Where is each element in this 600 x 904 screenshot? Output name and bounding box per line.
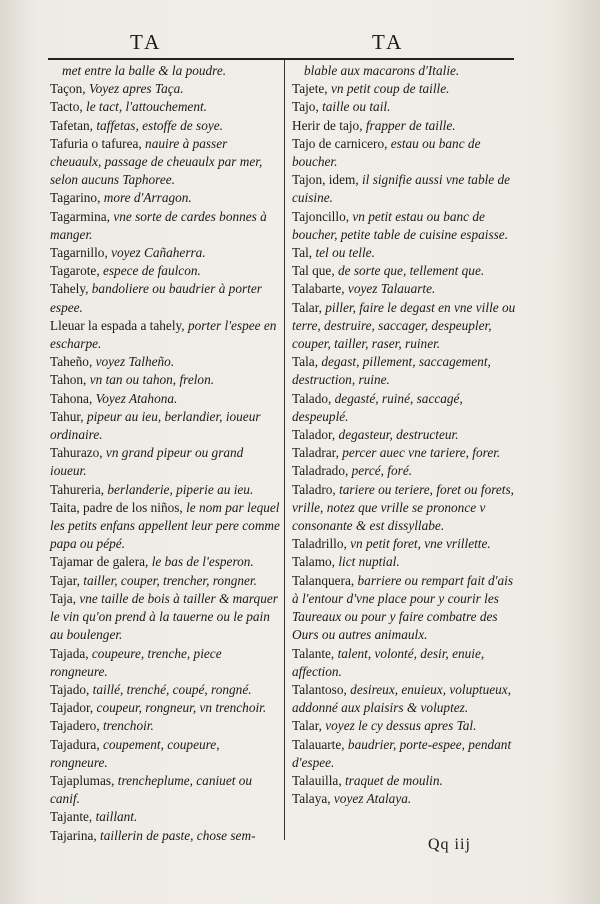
entry-headword: Tajo de carnicero, bbox=[292, 135, 388, 151]
dictionary-entry bbox=[50, 444, 280, 480]
entry-definition: blable aux macarons d'Italie. bbox=[304, 63, 460, 78]
entry-definition: barriere ou rempart fait d'ais à l'entour d'vne place pour y courir les Taureaux ou pour y faire combatre des Ours ou autres animaulx. bbox=[292, 572, 514, 643]
dictionary-entry bbox=[292, 645, 518, 681]
dictionary-entry bbox=[50, 772, 280, 808]
entry-headword: Talado, bbox=[292, 390, 332, 406]
dictionary-entry bbox=[50, 208, 280, 244]
entry-definition: lict nuptial. bbox=[335, 554, 400, 570]
entry-headword: Tajadero, bbox=[50, 718, 100, 734]
entry-headword: Tajete, bbox=[292, 81, 328, 97]
entry-headword: Tajante, bbox=[50, 809, 93, 825]
dictionary-entry bbox=[292, 135, 518, 171]
entry-headword: Tajador, bbox=[50, 700, 94, 716]
right-column bbox=[292, 62, 518, 808]
entry-headword: Tala, bbox=[292, 354, 319, 370]
entry-definition: espece de faulcon. bbox=[99, 263, 201, 279]
dictionary-entry bbox=[50, 262, 280, 280]
entry-definition: more d'Arragon. bbox=[100, 190, 192, 206]
dictionary-entry bbox=[50, 590, 280, 645]
dictionary-entry bbox=[292, 717, 518, 735]
entry-headword: Tahurazo, bbox=[50, 445, 103, 461]
dictionary-entry bbox=[50, 681, 280, 699]
dictionary-entry bbox=[292, 80, 518, 98]
dictionary-entry bbox=[292, 572, 518, 645]
entry-headword: Talar, bbox=[292, 718, 322, 734]
dictionary-entry bbox=[292, 535, 518, 553]
dictionary-entry bbox=[50, 499, 280, 554]
entry-definition: le tact, l'attouchement. bbox=[82, 99, 207, 115]
entry-headword: Talantoso, bbox=[292, 681, 347, 697]
entry-headword: Tajon, idem, bbox=[292, 172, 359, 188]
entry-headword: Tagarnillo, bbox=[50, 245, 108, 261]
entry-headword: Tacto, bbox=[50, 99, 83, 115]
entry-headword: Taladrar, bbox=[292, 445, 339, 461]
entry-headword: Tagarino, bbox=[50, 190, 101, 206]
entry-headword: Tajado, bbox=[50, 681, 90, 697]
entry-definition: berlanderie, piperie au ieu. bbox=[104, 481, 254, 497]
dictionary-entry bbox=[50, 481, 280, 499]
dictionary-entry bbox=[292, 117, 518, 135]
entry-definition: bandoliere ou baudrier à porter espee. bbox=[50, 281, 262, 315]
entry-definition: porter l'espee en escharpe. bbox=[50, 317, 277, 352]
running-header bbox=[0, 30, 600, 58]
entry-headword: Talanquera, bbox=[292, 572, 355, 588]
entry-definition: voyez Cañaherra. bbox=[107, 245, 206, 261]
entry-definition: vn petit coup de taille. bbox=[327, 81, 450, 97]
entry-headword: Talante, bbox=[292, 645, 335, 661]
dictionary-entry bbox=[292, 353, 518, 389]
entry-headword: Tafuria o tafurea, bbox=[50, 135, 142, 151]
dictionary-entry bbox=[50, 317, 280, 353]
entry-headword: Taladrillo, bbox=[292, 536, 347, 552]
entry-headword: Tajamar de galera, bbox=[50, 554, 149, 570]
header-right: TA bbox=[372, 30, 405, 54]
entry-definition: vn petit estau ou banc de boucher, petite table de cuisine espaisse. bbox=[292, 208, 509, 242]
entry-headword: Herir de tajo, bbox=[292, 117, 363, 133]
dictionary-entry bbox=[50, 408, 280, 444]
entry-definition: Voyez apres Taça. bbox=[85, 81, 184, 97]
entry-headword: Tajo, bbox=[292, 99, 319, 115]
entry-definition: coupeure, trenche, piece rongneure. bbox=[50, 645, 222, 679]
dictionary-entry bbox=[292, 444, 518, 462]
dictionary-entry bbox=[50, 189, 280, 207]
entry-definition: vne taille de bois à tailler & marquer le vin qu'on prend à la tauerne ou le pain au boulenger. bbox=[50, 590, 278, 643]
entry-headword: Lleuar la espada a tahely, bbox=[50, 317, 185, 333]
dictionary-entry bbox=[50, 62, 280, 80]
entry-definition: taille ou tail. bbox=[318, 99, 391, 115]
entry-definition: tel ou telle. bbox=[312, 245, 375, 261]
entry-definition: tariere ou teriere, foret ou forets, vrille, notez que vrille se prononce v consonante & est dissyllabe. bbox=[292, 481, 514, 534]
dictionary-entry bbox=[50, 553, 280, 571]
dictionary-entry bbox=[292, 681, 518, 717]
entry-definition: degasté, ruiné, saccagé, despeuplé. bbox=[292, 390, 463, 424]
entry-definition: voyez le cy dessus apres Tal. bbox=[321, 718, 477, 734]
header-left: TA bbox=[130, 30, 163, 54]
entry-definition: le nom par lequel les petits enfans appellent leur pere comme papa ou pépé. bbox=[50, 499, 280, 552]
entry-headword: Taladrado, bbox=[292, 463, 349, 479]
entry-definition: pipeur au ieu, berlandier, ioueur ordinaire. bbox=[50, 408, 261, 443]
dictionary-entry bbox=[50, 717, 280, 735]
dictionary-entry bbox=[292, 262, 518, 280]
entry-definition: degast, pillement, saccagement, destruction, ruine. bbox=[292, 354, 491, 388]
entry-definition: percer auec vne tariere, forer. bbox=[338, 445, 501, 461]
dictionary-entry bbox=[50, 80, 280, 98]
entry-headword: Tagarote, bbox=[50, 263, 100, 279]
dictionary-entry bbox=[292, 244, 518, 262]
entry-definition: degasteur, destructeur. bbox=[335, 427, 459, 443]
entry-definition: vne sorte de cardes bonnes à manger. bbox=[50, 208, 267, 242]
dictionary-entry bbox=[292, 390, 518, 426]
entry-headword: Tajar, bbox=[50, 572, 80, 588]
entry-definition: nauire à passer cheuaulx, passage de cheuaulx par mer, selon aucuns Taphoree. bbox=[50, 135, 263, 188]
entry-definition: vn petit foret, vne vrillette. bbox=[346, 536, 491, 552]
entry-definition: voyez Talheño. bbox=[92, 354, 175, 370]
entry-headword: Talar, bbox=[292, 299, 322, 315]
entry-definition: baudrier, porte-espee, pendant d'espee. bbox=[292, 736, 512, 770]
entry-definition: vn tan ou tahon, frelon. bbox=[86, 372, 215, 388]
entry-definition: frapper de taille. bbox=[362, 117, 456, 133]
entry-headword: Tajoncillo, bbox=[292, 208, 350, 224]
entry-definition: voyez Talauarte. bbox=[344, 281, 436, 297]
entry-headword: Tal, bbox=[292, 245, 313, 261]
left-column bbox=[50, 62, 280, 845]
dictionary-entry bbox=[50, 808, 280, 826]
entry-definition: traquet de moulin. bbox=[341, 772, 443, 788]
dictionary-entry bbox=[50, 244, 280, 262]
entry-headword: Tal que, bbox=[292, 263, 335, 279]
dictionary-entry bbox=[50, 572, 280, 590]
dictionary-entry bbox=[50, 117, 280, 135]
entry-headword: Tajadura, bbox=[50, 736, 100, 752]
dictionary-entry bbox=[50, 371, 280, 389]
dictionary-entry bbox=[292, 171, 518, 207]
dictionary-entry bbox=[292, 772, 518, 790]
entry-definition: il signifie aussi vne table de cuisine. bbox=[292, 172, 511, 206]
dictionary-entry bbox=[292, 208, 518, 244]
entry-definition: coupement, coupeure, rongneure. bbox=[50, 736, 220, 770]
entry-headword: Taladro, bbox=[292, 481, 336, 497]
entry-definition: taffetas, estoffe de soye. bbox=[93, 117, 223, 133]
entry-headword: Taita, padre de los niños, bbox=[50, 499, 183, 515]
entry-headword: Tahur, bbox=[50, 408, 84, 424]
dictionary-entry bbox=[50, 645, 280, 681]
dictionary-entry bbox=[292, 98, 518, 116]
entry-headword: Talauilla, bbox=[292, 772, 342, 788]
entry-definition: trencheplume, caniuet ou canif. bbox=[50, 772, 253, 807]
dictionary-entry bbox=[50, 280, 280, 316]
entry-headword: Taja, bbox=[50, 590, 77, 606]
entry-headword: Tajada, bbox=[50, 645, 89, 661]
entry-headword: Tafetan, bbox=[50, 117, 93, 133]
entry-headword: Talador, bbox=[292, 427, 336, 443]
entry-definition: piller, faire le degast en vne ville ou terre, destruire, saccager, despeupler, couper, tailler, raser, ruiner. bbox=[292, 299, 516, 352]
entry-definition: Voyez Atahona. bbox=[92, 390, 178, 406]
entry-headword: Tajarina, bbox=[50, 827, 97, 843]
entry-headword: Tahely, bbox=[50, 281, 89, 297]
entry-definition: talent, volonté, desir, enuie, affection. bbox=[292, 645, 485, 679]
header-rule bbox=[48, 58, 514, 60]
dictionary-entry bbox=[292, 280, 518, 298]
dictionary-entry bbox=[50, 353, 280, 371]
entry-definition: taillé, trenché, coupé, rongné. bbox=[89, 681, 252, 697]
dictionary-entry bbox=[50, 135, 280, 190]
entry-definition: tailler, couper, trencher, rongner. bbox=[79, 572, 257, 588]
dictionary-entry bbox=[292, 462, 518, 480]
entry-headword: Tahona, bbox=[50, 390, 93, 406]
entry-headword: Talauarte, bbox=[292, 736, 345, 752]
entry-headword: Tahon, bbox=[50, 372, 87, 388]
dictionary-entry bbox=[292, 426, 518, 444]
dictionary-entry bbox=[292, 553, 518, 571]
column-divider bbox=[284, 60, 285, 840]
entry-definition: voyez Atalaya. bbox=[330, 791, 412, 807]
entry-headword: Tahureria, bbox=[50, 481, 105, 497]
entry-definition: estau ou banc de boucher. bbox=[292, 135, 481, 170]
dictionary-entry bbox=[292, 481, 518, 536]
entry-definition: desireux, enuieux, voluptueux, addonné aux plaisirs & voluptez. bbox=[292, 681, 512, 716]
entry-definition: taillerin de paste, chose sem- bbox=[96, 827, 256, 843]
entry-definition: taillant. bbox=[92, 809, 138, 825]
dictionary-entry bbox=[50, 98, 280, 116]
entry-definition: trenchoir. bbox=[99, 718, 154, 734]
entry-definition: le bas de l'esperon. bbox=[148, 554, 254, 570]
entry-headword: Talaya, bbox=[292, 791, 331, 807]
dictionary-entry bbox=[292, 790, 518, 808]
dictionary-entry bbox=[292, 736, 518, 772]
entry-headword: Tajaplumas, bbox=[50, 772, 115, 788]
entry-headword: Talabarte, bbox=[292, 281, 345, 297]
entry-definition: de sorte que, tellement que. bbox=[334, 263, 485, 279]
dictionary-entry bbox=[50, 736, 280, 772]
entry-headword: Taheño, bbox=[50, 354, 93, 370]
entry-headword: Taçon, bbox=[50, 81, 86, 97]
dictionary-entry bbox=[292, 299, 518, 354]
dictionary-entry bbox=[50, 699, 280, 717]
dictionary-entry bbox=[50, 827, 280, 845]
signature-mark: Qq iij bbox=[428, 836, 471, 853]
entry-definition: vn grand pipeur ou grand ioueur. bbox=[50, 445, 244, 479]
entry-definition: met entre la balle & la poudre. bbox=[62, 63, 227, 78]
dictionary-entry bbox=[50, 390, 280, 408]
entry-definition: coupeur, rongneur, vn trenchoir. bbox=[93, 700, 267, 716]
entry-headword: Tagarmina, bbox=[50, 208, 110, 224]
entry-definition: percé, foré. bbox=[348, 463, 413, 479]
dictionary-entry bbox=[292, 62, 518, 80]
entry-headword: Talamo, bbox=[292, 554, 336, 570]
